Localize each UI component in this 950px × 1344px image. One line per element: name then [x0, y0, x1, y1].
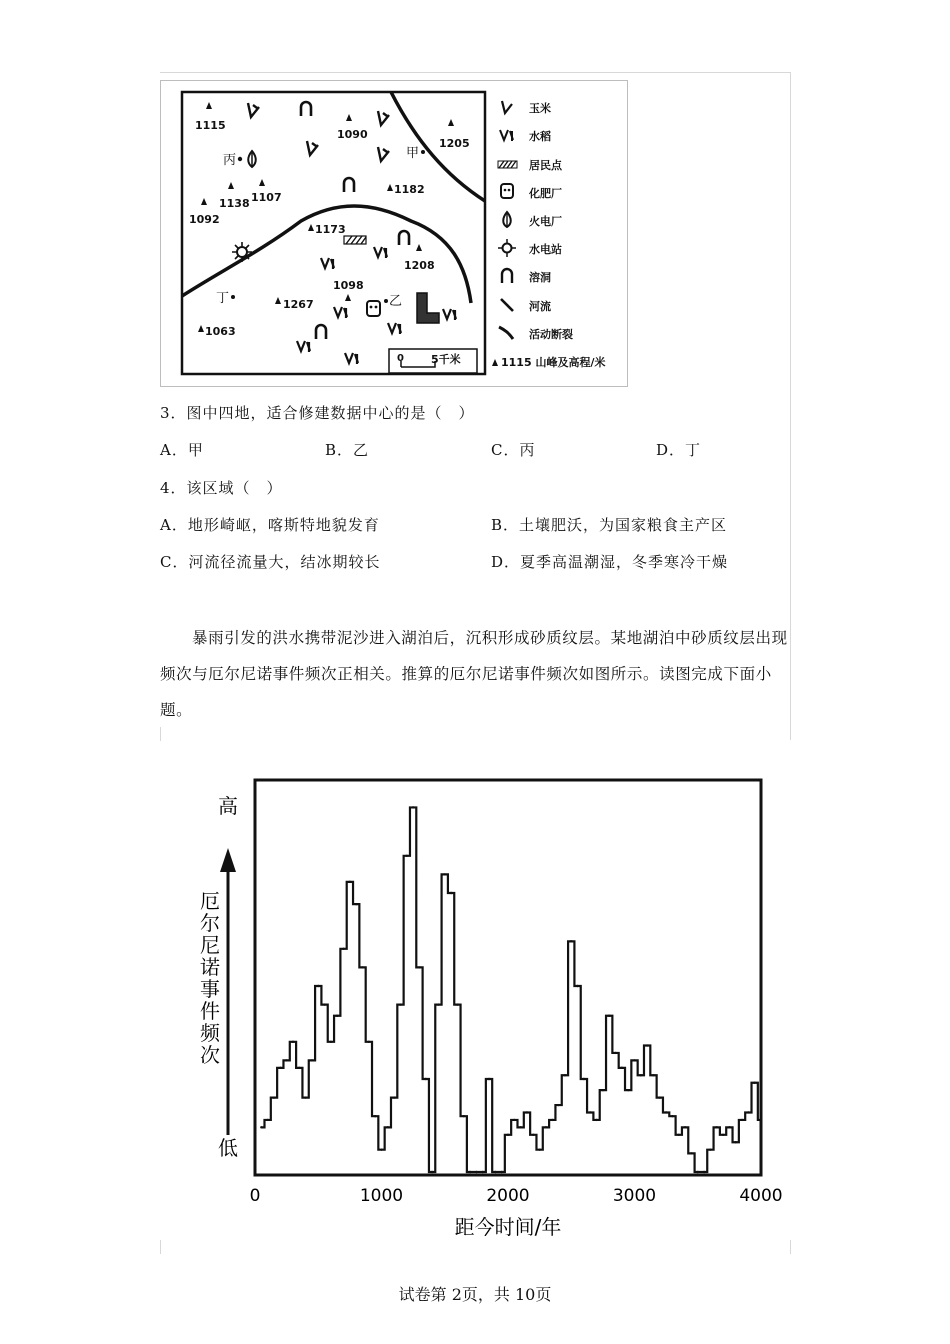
data-point — [621, 1067, 623, 1069]
data-point — [703, 1171, 705, 1173]
elevation-label: 1090 — [337, 128, 368, 141]
data-point — [368, 1041, 370, 1043]
data-point — [652, 1074, 654, 1076]
data-point — [614, 1052, 616, 1054]
rice-icon — [321, 258, 334, 269]
data-point — [456, 1003, 458, 1005]
legend-label: 溶洞 — [529, 271, 551, 284]
elevation-label: 1115 — [195, 119, 226, 132]
peak-icon — [201, 198, 207, 205]
legend-label: 火电厂 — [529, 215, 562, 228]
map-svg — [161, 81, 627, 386]
map-figure — [160, 80, 628, 387]
data-point — [735, 1141, 737, 1143]
elevation-label: 1138 — [219, 197, 250, 210]
elevation-label: 1173 — [315, 223, 346, 236]
elevation-label: 1267 — [283, 298, 314, 311]
data-point — [684, 1126, 686, 1128]
data-point — [627, 1089, 629, 1091]
data-point — [659, 1096, 661, 1098]
passage — [160, 620, 792, 728]
data-point — [570, 940, 572, 942]
data-point — [583, 1078, 585, 1080]
q4-option-d[interactable]: D．夏季高温潮湿，冬季寒冷干燥 — [491, 553, 729, 571]
settlement-icon — [498, 161, 517, 168]
scale-bar — [389, 349, 477, 373]
data-point — [336, 1015, 338, 1017]
peak-icon — [259, 179, 265, 186]
rice-icon — [443, 309, 456, 320]
cave-icon — [399, 231, 409, 245]
x-tick-label: 2000 — [486, 1186, 530, 1206]
q4-stem: 4．该区域（ ） — [160, 479, 283, 497]
rice-icon — [297, 341, 310, 352]
q3-option-c[interactable]: C．丙 — [491, 441, 536, 459]
data-point — [753, 1082, 755, 1084]
data-point — [551, 1119, 553, 1121]
data-point — [374, 1115, 376, 1117]
data-point — [564, 1074, 566, 1076]
data-point — [519, 1126, 521, 1128]
river-icon — [501, 299, 513, 311]
x-tick-label: 4000 — [739, 1186, 783, 1206]
data-point — [722, 1134, 724, 1136]
settlement-icon — [344, 236, 366, 244]
rice-icon — [334, 307, 347, 318]
data-point — [589, 1111, 591, 1113]
data-point — [444, 873, 446, 875]
rice-icon — [345, 353, 358, 364]
page-footer: 试卷第 2页，共 10页 — [398, 1285, 552, 1304]
fertilizer-plant-icon — [367, 301, 380, 316]
legend-label: 水稻 — [529, 130, 551, 143]
y-arrow-head — [220, 848, 236, 872]
data-point — [760, 1119, 762, 1121]
peak-icon — [387, 184, 393, 191]
fertilizer-plant-icon — [501, 184, 513, 198]
data-point — [494, 1171, 496, 1173]
elevation-label: 1092 — [189, 213, 220, 226]
place-label-yi: 乙 — [389, 294, 403, 309]
data-point — [266, 1119, 268, 1121]
rice-icon — [500, 130, 513, 141]
el-nino-chart — [160, 760, 792, 1255]
data-point — [646, 1044, 648, 1046]
data-point — [671, 1115, 673, 1117]
data-point — [678, 1134, 680, 1136]
thermal-plant-icon — [503, 212, 511, 227]
data-point — [545, 1126, 547, 1128]
data-point — [469, 1171, 471, 1173]
data-point — [690, 1152, 692, 1154]
peak-icon — [492, 359, 498, 366]
fault-icon — [499, 327, 513, 339]
peak-icon — [275, 297, 281, 304]
data-point — [260, 1126, 262, 1128]
data-point — [728, 1126, 730, 1128]
cave-icon — [301, 102, 311, 116]
rice-icon — [388, 323, 401, 334]
legend-label: 居民点 — [529, 159, 562, 172]
x-axis-label: 距今时间/年 — [454, 1215, 562, 1239]
q3-option-a[interactable]: A．甲 — [160, 441, 204, 459]
data-point — [500, 1171, 502, 1173]
data-point — [380, 1148, 382, 1150]
data-point — [406, 855, 408, 857]
cave-icon — [344, 178, 354, 192]
elevation-label: 1098 — [333, 279, 364, 292]
peak-icon — [206, 102, 212, 109]
corn-icon — [248, 103, 259, 117]
y-low-label: 低 — [218, 1136, 238, 1160]
cave-icon — [502, 269, 512, 283]
legend-label: 活动断裂 — [529, 328, 573, 341]
data-point — [602, 1089, 604, 1091]
corn-icon-group — [248, 103, 389, 161]
hydro-station-icon — [498, 239, 516, 257]
data-point — [330, 1041, 332, 1043]
data-point — [304, 1096, 306, 1098]
data-point — [640, 1074, 642, 1076]
x-tick-label: 3000 — [612, 1186, 657, 1206]
passage-text: 暴雨引发的洪水携带泥沙进入湖泊后，沉积形成砂质纹层。某地湖泊中砂质纹层出现频次与厄尔尼诺事件频次正相关。推算的厄尔尼诺事件频次如图所示。读图完成下面小题。 — [160, 629, 788, 719]
chart-svg — [160, 760, 792, 1255]
data-point — [532, 1134, 534, 1136]
peak-icon — [448, 119, 454, 126]
peak-icon — [308, 224, 314, 231]
data-point — [608, 1015, 610, 1017]
frame-left-line-mid — [160, 727, 161, 741]
data-point — [747, 1111, 749, 1113]
data-point — [399, 1003, 401, 1005]
data-point — [507, 1134, 509, 1136]
data-point — [437, 1003, 439, 1005]
data-point — [482, 1171, 484, 1173]
data-point — [716, 1126, 718, 1128]
data-point — [463, 1115, 465, 1117]
corn-icon — [307, 141, 318, 155]
data-point — [349, 881, 351, 883]
corn-icon — [502, 101, 512, 113]
cave-icon — [316, 325, 326, 339]
elevation-label: 1063 — [205, 325, 236, 338]
map-legend — [492, 101, 605, 369]
place-label-ding: 丁 — [216, 291, 230, 306]
data-point — [576, 985, 578, 987]
data-point — [355, 903, 357, 905]
data-point — [285, 1059, 287, 1061]
legend-label: 1115 山峰及高程/米 — [501, 356, 606, 369]
series-line — [261, 807, 761, 1172]
data-point — [595, 1119, 597, 1121]
elevation-label: 1107 — [251, 191, 282, 204]
data-point — [665, 1111, 667, 1113]
corn-icon — [378, 147, 389, 161]
q4-option-b[interactable]: B．土壤肥沃，为国家粮食主产区 — [491, 516, 728, 534]
data-point — [273, 1096, 275, 1098]
elevation-label: 1208 — [404, 259, 435, 272]
data-point — [298, 1067, 300, 1069]
settlement-icon — [417, 293, 439, 323]
data-point — [741, 1119, 743, 1121]
corn-icon — [378, 111, 389, 125]
data-point — [279, 1067, 281, 1069]
data-point — [387, 1126, 389, 1128]
legend-label: 化肥厂 — [529, 187, 562, 200]
data-point — [633, 1059, 635, 1061]
data-point — [697, 1171, 699, 1173]
frame-top-line — [160, 72, 790, 73]
data-point — [488, 1078, 490, 1080]
scale-five-km: 5千米 — [431, 353, 461, 366]
data-point — [538, 1148, 540, 1150]
y-high-label: 高 — [218, 794, 238, 818]
scale-zero: 0 — [397, 353, 404, 364]
data-point — [342, 948, 344, 950]
elevation-label: 1182 — [394, 183, 425, 196]
x-tick-label: 0 — [249, 1186, 261, 1206]
peak-icon — [198, 325, 204, 332]
legend-label: 水电站 — [529, 243, 562, 256]
y-axis-label: 厄尔尼诺事件频次 — [200, 889, 220, 1067]
peak-icon — [228, 182, 234, 189]
q4-option-a[interactable]: A．地形崎岖，喀斯特地貌发育 — [160, 516, 380, 534]
place-label-jia: 甲 — [406, 146, 420, 161]
x-tick-label: 1000 — [359, 1186, 404, 1206]
data-point — [361, 966, 363, 968]
data-point — [412, 806, 414, 808]
hydro-station-icon — [232, 242, 252, 262]
peak-icon — [345, 294, 351, 301]
q4-option-c[interactable]: C．河流径流量大，结冰期较长 — [160, 553, 381, 571]
river-line — [182, 206, 471, 303]
elevation-label: 1205 — [439, 137, 470, 150]
peak-icon — [416, 244, 422, 251]
data-point — [526, 1111, 528, 1113]
data-point — [450, 892, 452, 894]
data-point — [292, 1041, 294, 1043]
plot-frame — [255, 780, 761, 1175]
data-point — [557, 1104, 559, 1106]
data-point — [709, 1148, 711, 1150]
data-point — [418, 966, 420, 968]
legend-label: 玉米 — [529, 102, 551, 115]
peak-icon — [346, 114, 352, 121]
data-point — [317, 985, 319, 987]
data-point — [431, 1171, 433, 1173]
place-label-bing: 丙 — [223, 153, 237, 168]
data-point — [393, 1096, 395, 1098]
data-point — [475, 1171, 477, 1173]
legend-label: 河流 — [529, 300, 551, 313]
data-point — [425, 1078, 427, 1080]
q3-option-b[interactable]: B．乙 — [325, 441, 370, 459]
thermal-plant-icon — [248, 151, 256, 167]
rice-icon — [374, 247, 387, 258]
data-point — [513, 1119, 515, 1121]
data-point — [323, 1003, 325, 1005]
q3-stem: 3．图中四地，适合修建数据中心的是（ ） — [160, 404, 475, 422]
data-point — [311, 1059, 313, 1061]
q3-option-d[interactable]: D．丁 — [656, 441, 702, 459]
